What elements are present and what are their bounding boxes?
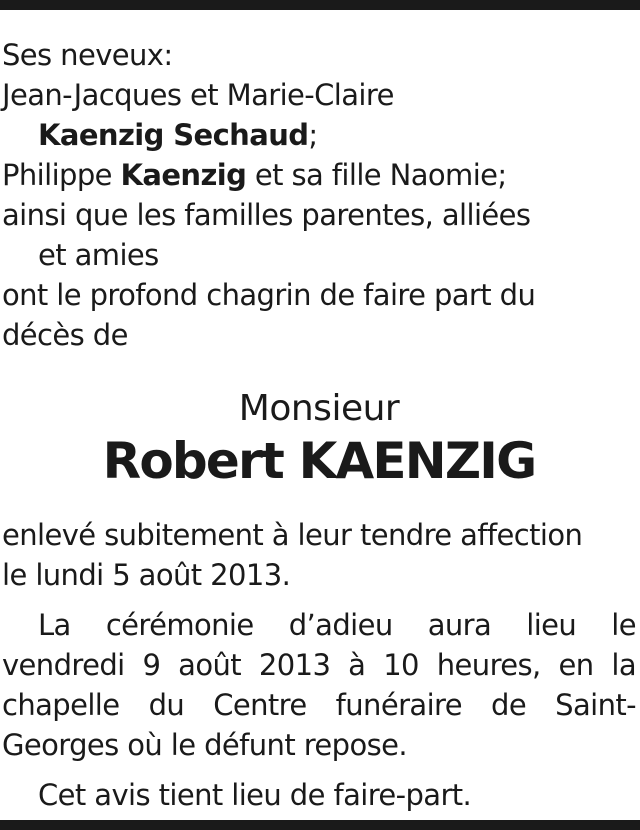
grief-line-2: décès de (2, 318, 128, 352)
taken-line-2: le lundi 5 août 2013. (2, 558, 291, 592)
philippe-surname: Kaenzig (120, 158, 247, 192)
top-border-rule (0, 0, 640, 10)
ceremony-line-1: La cérémonie d’adieu aura lieu le (38, 608, 636, 642)
deceased-name: Robert KAENZIG (102, 432, 536, 490)
couple-punct: ; (308, 118, 318, 152)
bottom-border-rule (0, 820, 640, 830)
philippe-line (2, 155, 636, 195)
couple-surname-line (2, 115, 636, 155)
obituary-notice (2, 35, 636, 815)
closing-paragraph (2, 775, 636, 815)
ceremony-line-4: Georges où le défunt repose. (2, 728, 407, 762)
grief-line-1: ont le profond chagrin de faire part du (2, 278, 536, 312)
couple-names: Jean-Jacques et Marie-Claire (2, 78, 394, 112)
death-announcement (2, 515, 636, 595)
philippe-first: Philippe (2, 158, 121, 192)
families-line-2: et amies (38, 238, 159, 272)
families-line-1: ainsi que les familles parentes, alliées (2, 198, 531, 232)
ceremony-paragraph (2, 605, 636, 765)
nephews-intro: Ses neveux: (2, 38, 173, 72)
ceremony-line-3: chapelle du Centre funéraire de Saint- (2, 688, 636, 722)
philippe-rest: et sa fille Naomie; (246, 158, 507, 192)
taken-line-1: enlevé subitement à leur tendre affection (2, 518, 583, 552)
honorific: Monsieur (238, 388, 400, 429)
couple-surname: Kaenzig Sechaud (38, 118, 309, 152)
ceremony-line-2: vendredi 9 août 2013 à 10 heures, en la (2, 648, 636, 682)
closing-line: Cet avis tient lieu de faire-part. (38, 778, 472, 812)
